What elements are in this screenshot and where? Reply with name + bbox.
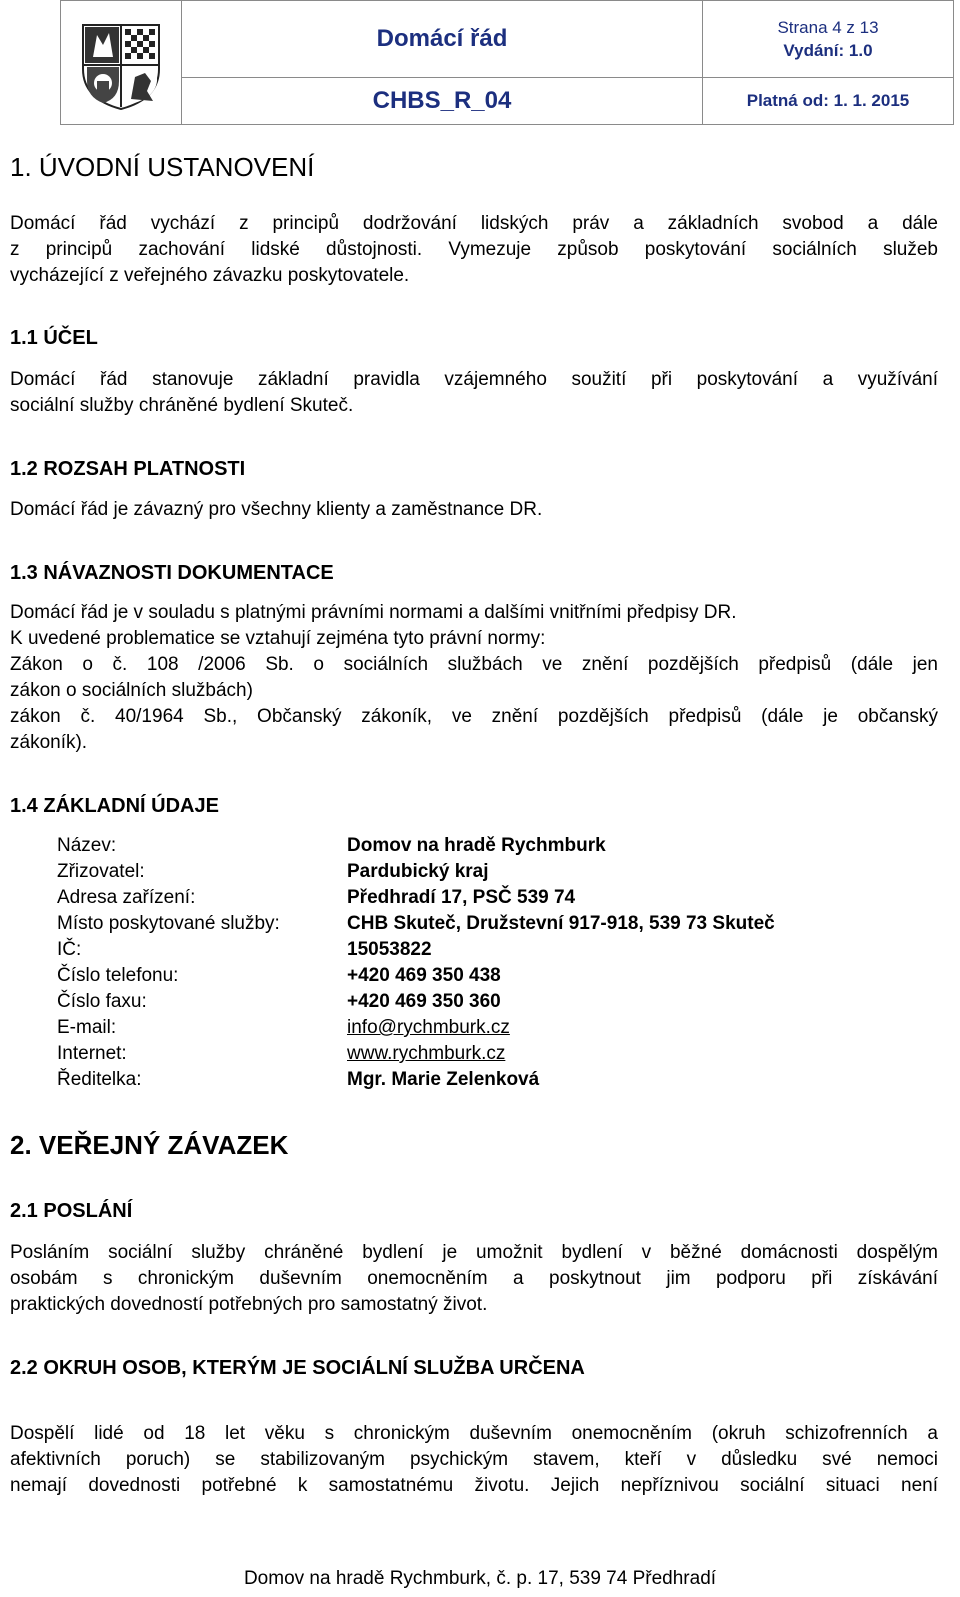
text-line: Domácí řád stanovuje základní pravidla vzájemného soužití při poskytování a využívání — [10, 369, 938, 390]
document-code: CHBS_R_04 — [182, 77, 703, 124]
info-label: E-mail: — [57, 1017, 117, 1038]
info-value: +420 469 350 360 — [347, 991, 501, 1012]
text-line: sociální služby chráněné bydlení Skuteč. — [10, 395, 354, 416]
info-label: Místo poskytované služby: — [57, 913, 280, 934]
text-line: Domácí řád je v souladu s platnými právními normami a dalšími vnitřními předpisy DR. — [10, 602, 737, 623]
text-line: Domácí řád vychází z principů dodržování lidských práv a základních svobod a dále — [10, 213, 938, 234]
section-1-2-text — [10, 497, 938, 523]
text-line: K uvedené problematice se vztahují zejména tyto právní normy: — [10, 628, 546, 649]
version: Vydání: 1.0 — [783, 40, 873, 60]
info-label: Číslo telefonu: — [57, 965, 179, 986]
section-2-1-text — [10, 1240, 938, 1318]
coat-of-arms-logo — [79, 21, 163, 111]
info-row — [57, 833, 877, 859]
text-line: Posláním sociální služby chráněné bydlení je umožnit bydlení v běžné domácnosti dospělým — [10, 1242, 938, 1263]
info-value: CHB Skuteč, Družstevní 917-918, 539 73 Skuteč — [347, 913, 775, 934]
document-header — [60, 0, 954, 125]
text-line: z principů zachování lidské důstojnosti. Vymezuje způsob poskytování sociálních služeb — [10, 239, 938, 260]
info-label: Zřizovatel: — [57, 861, 145, 882]
info-value: Pardubický kraj — [347, 861, 489, 882]
section-1-text — [10, 211, 938, 289]
basic-info-list — [57, 833, 877, 1093]
text-line: Zákon o č. 108 /2006 Sb. o sociálních službách ve znění pozdějších předpisů (dále jen — [10, 654, 938, 675]
page-info-cell — [703, 1, 954, 78]
info-label: IČ: — [57, 939, 82, 960]
text-line: Domácí řád je závazný pro všechny klienty a zaměstnance DR. — [10, 499, 543, 520]
section-1-3-text — [10, 600, 938, 756]
info-value: 15053822 — [347, 939, 432, 960]
page-footer: Domov na hradě Rychmburk, č. p. 17, 539 74 Předhradí — [243, 1568, 717, 1589]
email-link[interactable]: info@rychmburk.cz — [347, 1017, 510, 1038]
text-line: zákoník). — [10, 732, 88, 753]
info-label: Internet: — [57, 1043, 127, 1064]
info-label: Adresa zařízení: — [57, 887, 196, 908]
page-number: Strana 4 z 13 — [777, 17, 879, 37]
info-value: Předhradí 17, PSČ 539 74 — [347, 887, 576, 908]
section-1-1-text — [10, 367, 938, 419]
text-line: Dospělí lidé od 18 let věku s chronickým duševním onemocněním (okruh schizofrenních a — [10, 1423, 938, 1444]
info-row — [57, 937, 877, 963]
text-line: zákon č. 40/1964 Sb., Občanský zákoník, ve znění pozdějších předpisů (dále je občanský — [10, 706, 938, 727]
info-row — [57, 911, 877, 937]
section-2-heading: 2. VEŘEJNÝ ZÁVAZEK — [10, 1130, 289, 1160]
section-2-1-heading: 2.1 POSLÁNÍ — [10, 1200, 133, 1222]
website-link[interactable]: www.rychmburk.cz — [347, 1043, 506, 1064]
logo-cell — [61, 1, 182, 125]
section-1-heading: 1. ÚVODNÍ USTANOVENÍ — [10, 152, 315, 182]
document-title: Domácí řád — [182, 1, 703, 78]
info-label: Číslo faxu: — [57, 991, 147, 1012]
text-line: nemají dovednosti potřebné k samostatnému životu. Jejich nepříznivou sociální situaci není — [10, 1475, 938, 1496]
info-row — [57, 963, 877, 989]
section-1-3-heading: 1.3 NÁVAZNOSTI DOKUMENTACE — [10, 562, 334, 584]
valid-from: Platná od: 1. 1. 2015 — [703, 77, 954, 124]
text-line: osobám s chronickým duševním onemocněním a poskytnout jim podporu při získávání — [10, 1268, 938, 1289]
section-2-2-text — [10, 1421, 938, 1499]
section-1-1-heading: 1.1 ÚČEL — [10, 327, 98, 349]
text-line: afektivních poruch) se stabilizovaným psychickým stavem, kteří v důsledku své nemoci — [10, 1449, 938, 1470]
info-row — [57, 859, 877, 885]
text-line: praktických dovedností potřebných pro samostatný život. — [10, 1294, 488, 1315]
section-1-4-heading: 1.4 ZÁKLADNÍ ÚDAJE — [10, 795, 219, 817]
info-value: Mgr. Marie Zelenková — [347, 1069, 540, 1090]
info-row — [57, 989, 877, 1015]
info-row — [57, 1015, 877, 1041]
info-label: Ředitelka: — [57, 1069, 142, 1090]
section-1-2-heading: 1.2 ROZSAH PLATNOSTI — [10, 458, 246, 480]
info-row — [57, 1041, 877, 1067]
info-value: +420 469 350 438 — [347, 965, 501, 986]
info-label: Název: — [57, 835, 117, 856]
section-2-2-heading: 2.2 OKRUH OSOB, KTERÝM JE SOCIÁLNÍ SLUŽBA URČENA — [10, 1357, 585, 1379]
info-row — [57, 1067, 877, 1093]
text-line: zákon o sociálních službách) — [10, 680, 253, 701]
text-line: vycházející z veřejného závazku poskytovatele. — [10, 265, 410, 286]
info-row — [57, 885, 877, 911]
info-value: Domov na hradě Rychmburk — [347, 835, 606, 856]
